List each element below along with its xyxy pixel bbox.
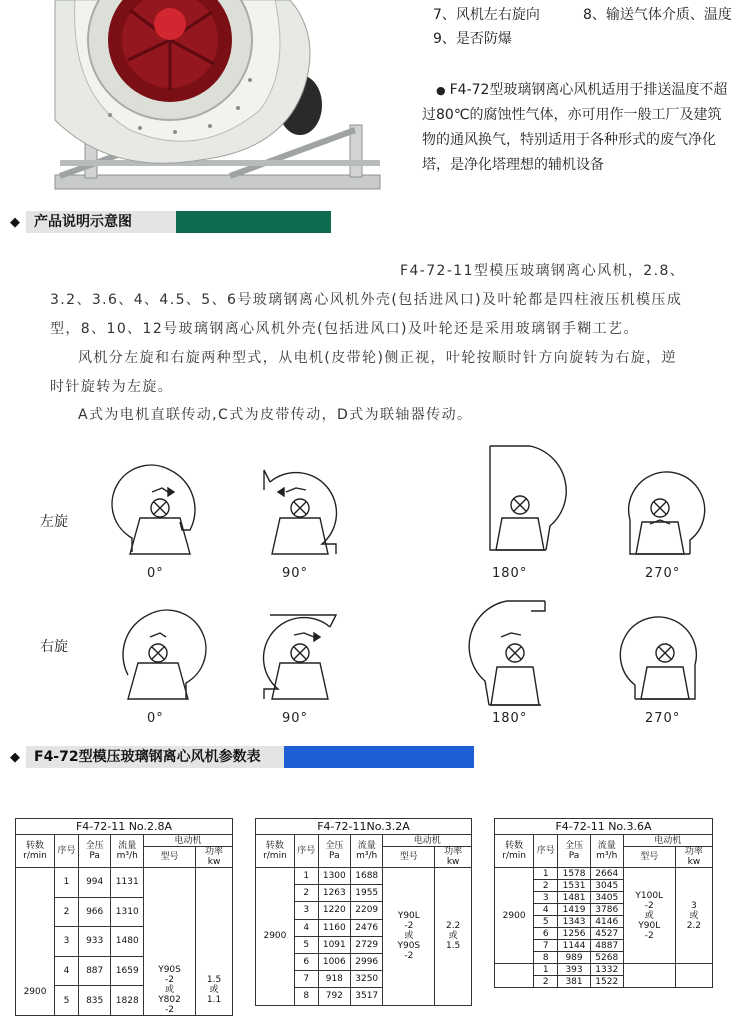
seq-cell: 6 (294, 953, 318, 970)
motor-power-line: 或 (209, 984, 219, 995)
motor-model-line: -2 (644, 930, 654, 941)
header-flow (111, 835, 144, 868)
speed-cell: 2900 (256, 868, 295, 1006)
header-pressure-unit: Pa (329, 851, 340, 861)
table-title: F4-72-11 No.3.6A (495, 819, 713, 835)
header-pressure-unit: Pa (89, 851, 100, 861)
header-speed-unit: r/min (502, 851, 526, 861)
pressure-cell: 1160 (318, 919, 350, 936)
desc-line-2: 3.2、3.6、4、4.5、5、6号玻璃钢离心风机外壳(包括进风口)及叶轮都是四柱液压机模压成 (50, 292, 683, 308)
header-model (144, 847, 196, 868)
fan-left-180 (490, 446, 566, 550)
seq-cell: 2 (294, 885, 318, 902)
seq-cell: 7 (534, 940, 558, 952)
motor-model-line: Y90S (397, 941, 421, 952)
motor-power-cell (675, 868, 712, 964)
flow-cell: 2729 (351, 936, 383, 953)
pressure-cell: 1144 (558, 940, 591, 952)
flow-cell: 3405 (590, 892, 623, 904)
pressure-cell: 381 (558, 976, 591, 988)
pressure-cell: 1263 (318, 885, 350, 902)
header-seq (294, 835, 318, 868)
pressure-cell: 1481 (558, 892, 591, 904)
table-header-row (16, 835, 233, 847)
flow-cell: 4146 (590, 916, 623, 928)
section-accent-bar (176, 211, 331, 233)
flow-cell: 3045 (590, 880, 623, 892)
header-speed-unit: r/min (23, 851, 47, 861)
seq-cell: 1 (55, 868, 79, 898)
angle-label: 90° (282, 711, 309, 726)
header-power-unit: kw (207, 857, 221, 867)
header-power-unit: kw (446, 857, 460, 867)
header-flow-unit: m³/h (356, 851, 378, 861)
intro-line-2: 过80℃的腐蚀性气体，亦可用作一般工厂及建筑 (422, 107, 722, 123)
motor-model-line: Y802 (158, 994, 181, 1005)
diamond-icon: ◆ (10, 749, 20, 765)
header-pressure-label: 全压 (85, 841, 104, 851)
table-title-row (256, 819, 472, 835)
section-header-diagram (0, 210, 331, 234)
seq-cell: 1 (534, 868, 558, 880)
flow-cell: 4527 (590, 928, 623, 940)
speed-cell (495, 964, 534, 988)
flow-cell: 3517 (351, 988, 383, 1005)
header-flow-label: 流量 (118, 841, 137, 851)
pressure-cell: 887 (78, 956, 111, 986)
header-power (435, 847, 472, 868)
motor-model-line: -2 (404, 951, 414, 962)
motor-model-line: -2 (404, 921, 414, 932)
flow-cell: 1828 (111, 986, 144, 1016)
angle-label: 180° (492, 711, 528, 726)
angle-label: 270° (645, 711, 681, 726)
header-model-label: 型号 (399, 852, 418, 862)
param-table (255, 818, 472, 1006)
speed-cell: 2900 (16, 868, 55, 1016)
intro-line-3: 物的通风换气，特别适用于各种形式的废气净化 (422, 132, 716, 148)
table-title-row (16, 819, 233, 835)
pressure-cell: 918 (318, 971, 350, 988)
header-flow-unit: m³/h (116, 851, 138, 861)
seq-cell: 8 (294, 988, 318, 1005)
pressure-cell: 966 (78, 897, 111, 927)
intro-line-4: 塔，是净化塔理想的辅机设备 (422, 157, 604, 173)
spec-item-7: 7、风机左右旋向 (433, 7, 540, 23)
motor-model-line: -2 (644, 900, 654, 911)
pressure-cell: 1419 (558, 904, 591, 916)
seq-cell: 8 (534, 952, 558, 964)
motor-model-line: Y90L (397, 911, 420, 922)
flow-cell: 1131 (111, 868, 144, 898)
intro-paragraph (418, 78, 748, 178)
motor-model-line: Y100L (635, 890, 664, 901)
motor-power-line: 2.2 (445, 921, 461, 932)
desc-line-4: 风机分左旋和右旋两种型式，从电机(皮带轮)侧正视，叶轮按顺时针方向旋转为右旋，逆 (78, 350, 677, 366)
header-flow-label: 流量 (597, 841, 616, 851)
motor-model-line: -2 (165, 974, 175, 985)
header-speed (256, 835, 295, 868)
motor-model-cell (383, 868, 435, 1006)
seq-cell: 7 (294, 971, 318, 988)
seq-cell: 3 (55, 927, 79, 957)
param-table (15, 818, 233, 1016)
fan-product-photo (0, 0, 400, 205)
motor-power-cell (675, 964, 712, 988)
angle-label: 180° (492, 566, 528, 581)
fan-left-270 (629, 472, 705, 554)
angle-label: 90° (282, 566, 309, 581)
desc-line-6: A式为电机直联传动,C式为皮带传动，D式为联轴器传动。 (78, 407, 473, 423)
header-power-label: 功率 (444, 847, 463, 857)
motor-power-line: 2.2 (686, 920, 702, 931)
motor-power-line: 1.5 (206, 974, 222, 985)
header-speed-label: 转数 (505, 841, 524, 851)
motor-power-line: 1.1 (206, 994, 222, 1005)
header-seq-label: 序号 (57, 846, 76, 856)
flow-cell: 1332 (590, 964, 623, 976)
motor-power-line: 3 (691, 900, 697, 911)
seq-cell: 3 (534, 892, 558, 904)
pressure-cell: 1091 (318, 936, 350, 953)
seq-cell: 1 (294, 868, 318, 885)
seq-cell: 4 (294, 919, 318, 936)
table-row (495, 868, 713, 880)
header-power (675, 847, 712, 868)
pressure-cell: 1220 (318, 902, 350, 919)
seq-cell: 5 (534, 916, 558, 928)
header-model-label: 型号 (160, 852, 179, 862)
flow-cell: 4887 (590, 940, 623, 952)
angle-label: 0° (147, 566, 164, 581)
header-motor: 电动机 (623, 835, 712, 847)
angle-label: 270° (645, 566, 681, 581)
flow-cell: 1659 (111, 956, 144, 986)
table-title: F4-72-11No.3.2A (256, 819, 472, 835)
motor-model-line: 或 (404, 931, 414, 942)
table-row (256, 868, 472, 885)
motor-power-line: 1.5 (445, 941, 461, 952)
header-seq-label: 序号 (536, 846, 555, 856)
header-pressure (78, 835, 111, 868)
motor-power-line: 或 (689, 910, 699, 921)
seq-cell: 6 (534, 928, 558, 940)
header-speed-label: 转数 (26, 841, 45, 851)
label-left-rotation: 左旋 (40, 514, 68, 530)
header-flow (590, 835, 623, 868)
section-accent-bar (284, 746, 474, 768)
fan-left-0 (112, 465, 195, 554)
table-header-row (256, 835, 472, 847)
header-speed (495, 835, 534, 868)
header-pressure (318, 835, 350, 868)
motor-model-line: 或 (165, 984, 175, 995)
section-header-params (0, 745, 474, 769)
flow-cell: 3786 (590, 904, 623, 916)
header-flow (351, 835, 383, 868)
flow-cell: 1310 (111, 897, 144, 927)
header-pressure (558, 835, 591, 868)
fan-right-180 (469, 601, 545, 705)
header-power-label: 功率 (684, 847, 703, 857)
header-model (383, 847, 435, 868)
rotation-diagram (0, 440, 748, 740)
header-flow-label: 流量 (357, 841, 376, 851)
motor-power-line: 或 (448, 931, 458, 942)
flow-cell: 2996 (351, 953, 383, 970)
pressure-cell: 393 (558, 964, 591, 976)
header-speed-label: 转数 (265, 841, 284, 851)
header-seq (55, 835, 79, 868)
spec-item-8: 8、输送气体介质、温度 (583, 7, 732, 23)
flow-cell: 1955 (351, 885, 383, 902)
table-row (495, 964, 713, 976)
header-flow-unit: m³/h (596, 851, 618, 861)
pressure-cell: 1300 (318, 868, 350, 885)
fan-right-0 (123, 610, 206, 699)
pressure-cell: 1256 (558, 928, 591, 940)
flow-cell: 3250 (351, 971, 383, 988)
pressure-cell: 1531 (558, 880, 591, 892)
intro-line-1: F4-72型玻璃钢离心风机适用于排送温度不超 (449, 82, 728, 98)
header-model (623, 847, 675, 868)
header-motor: 电动机 (383, 835, 472, 847)
header-speed (16, 835, 55, 868)
pressure-cell: 1343 (558, 916, 591, 928)
seq-cell: 5 (55, 986, 79, 1016)
motor-model-line: 或 (644, 910, 654, 921)
pressure-cell: 792 (318, 988, 350, 1005)
motor-power-cell (435, 868, 472, 1006)
seq-cell: 5 (294, 936, 318, 953)
bullet-icon: ● (436, 84, 446, 97)
flow-cell: 5268 (590, 952, 623, 964)
motor-power-cell (196, 868, 233, 1016)
label-right-rotation: 右旋 (40, 639, 68, 655)
pressure-cell: 989 (558, 952, 591, 964)
seq-cell: 2 (534, 976, 558, 988)
desc-line-3: 型，8、10、12号玻璃钢离心风机外壳(包括进风口)及叶轮还是采用玻璃钢手糊工艺。 (50, 321, 639, 337)
fan-right-270 (620, 617, 696, 699)
desc-line-1: F4-72-11型模压玻璃钢离心风机，2.8、 (400, 263, 686, 279)
flow-cell: 1688 (351, 868, 383, 885)
motor-model-cell (623, 964, 675, 988)
header-motor: 电动机 (144, 835, 233, 847)
fan-left-90 (264, 470, 336, 554)
desc-line-5: 时针旋转为左旋。 (50, 379, 174, 395)
seq-cell: 3 (294, 902, 318, 919)
header-power-unit: kw (687, 857, 701, 867)
header-seq-label: 序号 (297, 846, 316, 856)
motor-model-cell (144, 868, 196, 1016)
header-pressure-unit: Pa (568, 851, 580, 861)
header-power (196, 847, 233, 868)
motor-model-line: Y90S (158, 964, 181, 975)
fan-right-90 (264, 615, 336, 699)
flow-cell: 1480 (111, 927, 144, 957)
seq-cell: 4 (534, 904, 558, 916)
speed-cell: 2900 (495, 868, 534, 964)
angle-label: 0° (147, 711, 164, 726)
diamond-icon: ◆ (10, 214, 20, 230)
pressure-cell: 933 (78, 927, 111, 957)
pressure-cell: 1006 (318, 953, 350, 970)
spec-item-9: 9、是否防爆 (433, 31, 512, 47)
table-title-row (495, 819, 713, 835)
flow-cell: 2209 (351, 902, 383, 919)
table-header-row (495, 835, 713, 847)
table-row (16, 868, 233, 898)
pressure-cell: 835 (78, 986, 111, 1016)
section-title: F4-72型模压玻璃钢离心风机参数表 (26, 746, 284, 768)
motor-model-line: -2 (165, 1004, 175, 1015)
flow-cell: 2476 (351, 919, 383, 936)
section-title: 产品说明示意图 (26, 211, 176, 233)
motor-model-cell (623, 868, 675, 964)
flow-cell: 1522 (590, 976, 623, 988)
seq-cell: 1 (534, 964, 558, 976)
header-pressure-label: 全压 (565, 841, 584, 851)
seq-cell: 2 (55, 897, 79, 927)
pressure-cell: 994 (78, 868, 111, 898)
seq-cell: 4 (55, 956, 79, 986)
header-pressure-label: 全压 (325, 841, 344, 851)
header-power-label: 功率 (205, 847, 224, 857)
motor-model-line: Y90L (638, 920, 661, 931)
header-speed-unit: r/min (263, 851, 287, 861)
flow-cell: 2664 (590, 868, 623, 880)
table-title: F4-72-11 No.2.8A (16, 819, 233, 835)
param-table (494, 818, 713, 988)
header-seq (534, 835, 558, 868)
pressure-cell: 1578 (558, 868, 591, 880)
header-model-label: 型号 (640, 852, 659, 862)
seq-cell: 2 (534, 880, 558, 892)
